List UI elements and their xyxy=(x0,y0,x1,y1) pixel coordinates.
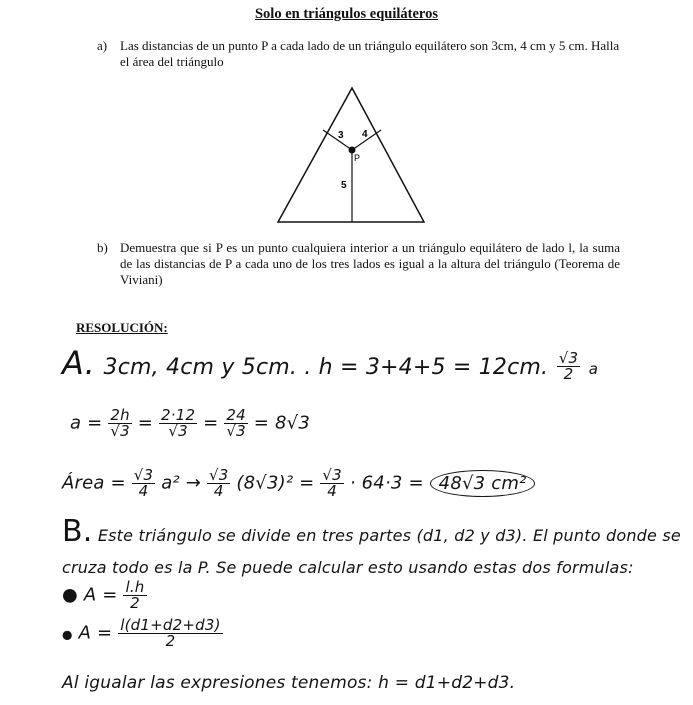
problem-b-text: Demuestra que si P es un punto cualquiera interior a un triángulo equilátero de lado l, la suma de las distancias de P a cada uno de los tres lados es igual a la altura del triángulo (Teorema de Viviani) xyxy=(120,240,620,287)
hand-line-5 xyxy=(62,558,634,577)
fraction-sqrt3-4-c: $\frac{√3}{4}$ xyxy=(322,466,342,500)
hand-line-final xyxy=(62,673,515,693)
formula-1-fraction: $\frac{l.h}{2}$ xyxy=(125,578,145,612)
fraction-sqrt3-4-b: $\frac{√3}{4}$ xyxy=(208,466,229,500)
hand-line-4-text: Este triángulo se divide en tres partes (d1, d2 y d3). El punto donde se xyxy=(97,526,681,545)
page-title: Solo en triángulos equiláteros xyxy=(254,6,438,22)
area-substitution: (8√3)² = xyxy=(236,472,315,494)
hand-line-2: a = $\frac{2h}{√3}$ = $\frac{2\cdot 12}{√3}$ = $\frac{24}{√3}$ = 8√3 xyxy=(70,406,310,440)
problem-a-label: a) xyxy=(97,38,108,53)
label-5: 5 xyxy=(341,180,347,191)
formula-2-fraction: $\frac{l(d1+d2+d3)}{2}$ xyxy=(120,616,221,650)
area-product: · 64·3 = xyxy=(349,472,424,494)
label-p: P xyxy=(354,153,361,163)
label-4: 4 xyxy=(362,129,368,140)
fraction-2h-sqrt3: $\frac{2h}{√3}$ xyxy=(110,406,130,440)
hand-line-1-text: 3cm, 4cm y 5cm. . h = 3+4+5 = 12cm. xyxy=(103,355,549,380)
formula-2-lhs: A = xyxy=(78,622,113,644)
fraction-sqrt3-4-a: $\frac{√3}{4}$ xyxy=(133,466,154,500)
area-a-squared: a² → xyxy=(161,472,202,494)
formula-1-lhs: A = xyxy=(83,584,118,606)
bullet-2: ● xyxy=(62,627,73,642)
part-b-mark: B. xyxy=(62,514,93,549)
equilateral-triangle xyxy=(278,88,424,222)
conclusion-text: Al igualar las expresiones tenemos: h = d1+d2+d3. xyxy=(62,673,516,693)
area-answer: 48√3 cm² xyxy=(430,470,536,497)
label-3: 3 xyxy=(338,130,344,141)
problem-b-label: b) xyxy=(97,240,108,255)
triangle-diagram xyxy=(275,86,427,226)
hand-line-1-fraction: $\frac{√3}{2}$ xyxy=(558,349,579,383)
hand-line-5-text: cruza todo es la P. Se puede calcular esto usando estas dos formulas: xyxy=(62,558,634,577)
hand-line-1-tail: a xyxy=(588,360,599,378)
hand-line-4 xyxy=(62,514,681,549)
area-label: Área = xyxy=(62,472,126,494)
side-formula-start: a = xyxy=(70,412,103,434)
part-a-mark: A. xyxy=(62,344,96,382)
fraction-24-sqrt3: $\frac{24}{√3}$ xyxy=(226,406,246,440)
hand-line-1 xyxy=(62,344,598,382)
bullet-1: ● xyxy=(62,584,78,606)
resolution-heading: RESOLUCIÓN: xyxy=(76,320,168,335)
side-result: = 8√3 xyxy=(253,412,310,434)
fraction-2x12-sqrt3: $\frac{2\cdot 12}{√3}$ xyxy=(161,406,196,440)
formula-1 xyxy=(62,580,147,611)
hand-line-3 xyxy=(62,468,535,499)
problem-a-text: Las distancias de un punto P a cada lado de un triángulo equilátero son 3cm, 4 cm y 5 cm. Halla el área del triángulo xyxy=(120,38,620,69)
formula-2 xyxy=(62,618,223,649)
